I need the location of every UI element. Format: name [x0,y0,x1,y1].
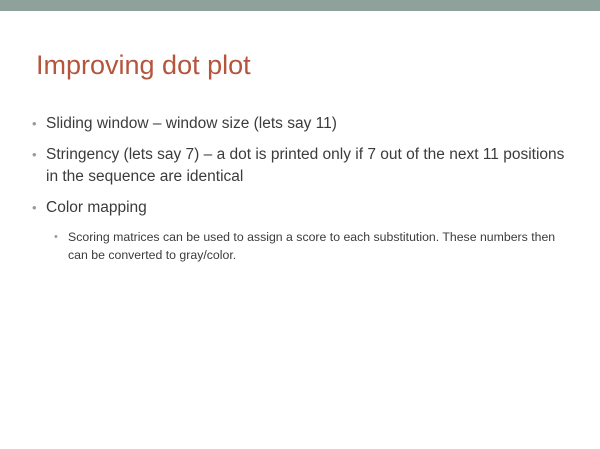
bullet-dot-icon: • [32,147,37,162]
list-item-label: Stringency (lets say 7) – a dot is printed only if 7 out of the next 11 positions in the sequence are identical [46,146,565,185]
list-item-label: Color mapping [46,199,147,216]
list-item-label: Sliding window – window size (lets say 11) [46,115,337,132]
list-item-sub [30,228,575,264]
list-item [30,113,575,135]
slide-content [0,13,600,449]
bullet-dot-icon: • [32,116,37,131]
bullet-list [30,113,575,268]
slide-title: Improving dot plot [36,50,251,80]
list-item-sub-label: Scoring matrices can be used to assign a score to each substitution. These numbers then can be converted to gray/color. [68,230,556,262]
list-item [30,197,575,219]
bullet-dot-icon: • [32,200,37,215]
bullet-dot-icon: • [54,231,58,243]
list-item [30,144,575,188]
